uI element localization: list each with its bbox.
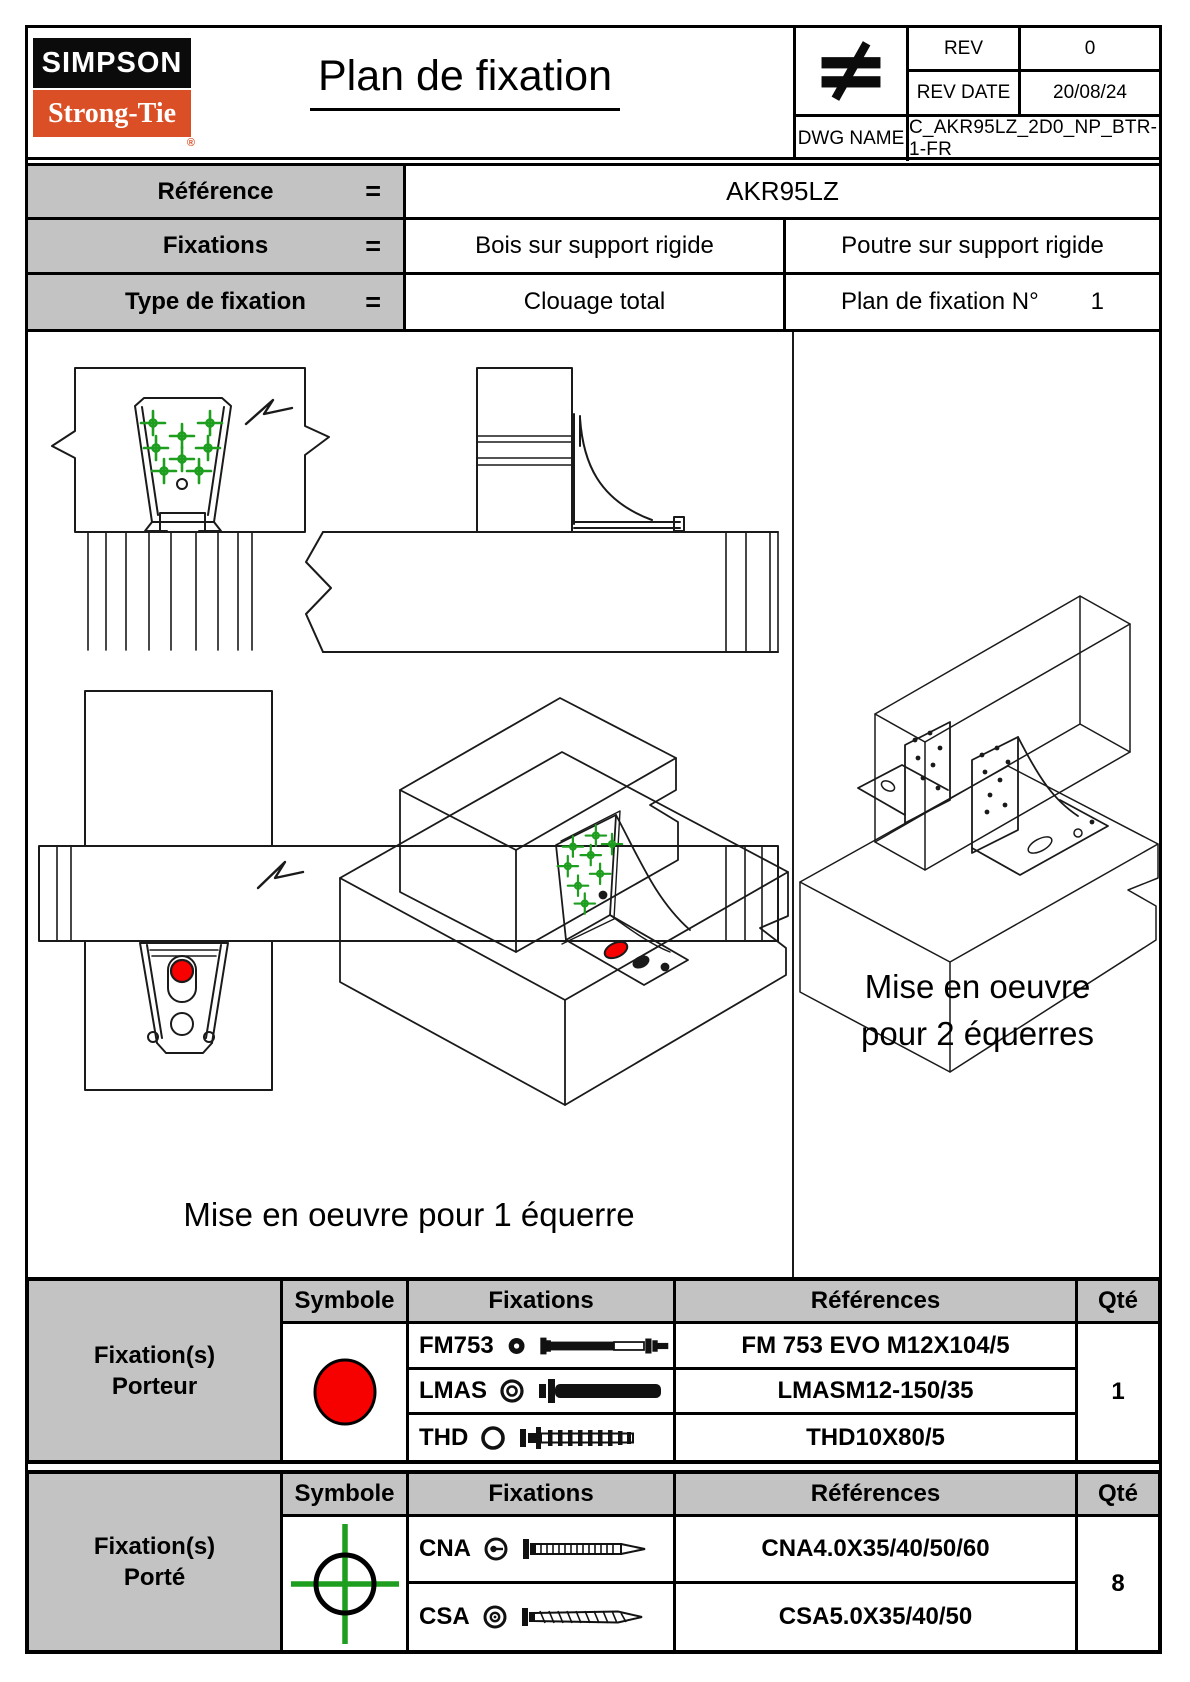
rev-label: REV <box>909 28 1021 72</box>
caption-one-bracket: Mise en oeuvre pour 1 équerre <box>183 1196 635 1233</box>
fixations-value-left: Bois sur support rigide <box>406 220 786 275</box>
logo-strongtie-text: Strong-Tie <box>47 97 177 129</box>
caption-two-brackets-line2: pour 2 équerres <box>861 1015 1094 1052</box>
fixation-table-porte <box>25 1470 1162 1654</box>
group-label-porte <box>29 1474 283 1650</box>
fixation-row-fm753 <box>409 1324 676 1370</box>
header-qty: Qté <box>1078 1474 1158 1517</box>
group-label-line1: Fixation(s) <box>93 1533 216 1560</box>
reference-label-cell <box>28 166 406 220</box>
csa-head-icon <box>482 1604 508 1630</box>
rev-date-value: 20/08/24 <box>1021 72 1159 117</box>
front-view <box>52 368 329 650</box>
header-symbole: Symbole <box>283 1281 409 1324</box>
header-fixations: Fixations <box>409 1474 676 1517</box>
fixation-name: LMAS <box>419 1377 487 1404</box>
thd-screw-icon <box>518 1424 658 1452</box>
side-view <box>306 368 778 652</box>
plan-number-label: Plan de fixation N° <box>840 288 1039 315</box>
page-title-wrap <box>165 52 765 111</box>
caption-two-brackets <box>793 963 1162 1057</box>
porteur-marker-iso <box>602 939 630 962</box>
fixation-row-thd <box>409 1415 676 1460</box>
red-dot-symbol <box>283 1324 409 1460</box>
dwg-name-value: C_AKR95LZ_2D0_NP_BTR-1-FR <box>909 117 1158 160</box>
group-label-line2: Porteur <box>111 1372 198 1400</box>
revision-table <box>793 25 1162 160</box>
lmas-head-icon <box>499 1378 525 1404</box>
fixation-name: THD <box>419 1423 469 1451</box>
technical-drawings <box>25 332 1162 1277</box>
fixation-ref-thd: THD10X80/5 <box>676 1415 1078 1460</box>
plan-number-cell <box>786 275 1159 329</box>
group-label-porteur <box>29 1281 283 1460</box>
reference-value: AKR95LZ <box>406 166 1159 220</box>
fixation-ref-lmas: LMASM12-150/35 <box>676 1370 1078 1415</box>
csa-screw-icon <box>520 1603 652 1631</box>
logo-simpson: SIMPSON <box>33 38 191 88</box>
fixation-ref-cna: CNA4.0X35/40/50/60 <box>676 1517 1078 1584</box>
type-fixation-label-cell <box>28 275 406 329</box>
group-label-line2: Porté <box>123 1564 186 1591</box>
fixations-label-cell <box>28 220 406 275</box>
fixation-row-cna <box>409 1517 676 1584</box>
fixations-value-right: Poutre sur support rigide <box>786 220 1159 275</box>
qty-porte: 8 <box>1111 1569 1125 1597</box>
porteur-marker <box>171 960 193 982</box>
fixation-name: CNA <box>419 1535 471 1562</box>
thd-head-icon <box>480 1425 506 1451</box>
reference-label: Référence <box>157 177 274 205</box>
qty-porteur: 1 <box>1111 1378 1125 1405</box>
equals-sign: = <box>365 230 381 261</box>
green-crosshair-symbol <box>283 1517 409 1650</box>
fixation-name: CSA <box>419 1603 470 1630</box>
rev-date-label: REV DATE <box>909 72 1021 117</box>
lmas-bolt-icon <box>537 1376 669 1406</box>
fixation-ref-fm753: FM 753 EVO M12X104/5 <box>676 1324 1078 1370</box>
fixation-row-csa <box>409 1584 676 1650</box>
plan-number-value: 1 <box>1090 288 1105 315</box>
type-fixation-label: Type de fixation <box>125 288 306 315</box>
info-table <box>25 163 1162 332</box>
header-symbole: Symbole <box>283 1474 409 1517</box>
not-equal-icon <box>796 28 909 117</box>
registered-mark: ® <box>186 137 195 149</box>
cna-head-icon <box>483 1536 509 1562</box>
fixation-table-porteur <box>25 1277 1162 1464</box>
equals-sign: = <box>365 176 381 206</box>
fm753-head-icon <box>506 1334 527 1358</box>
header-references: Références <box>676 1474 1078 1517</box>
header-qty: Qté <box>1078 1281 1158 1324</box>
fixation-row-lmas <box>409 1370 676 1415</box>
header-fixations: Fixations <box>409 1281 676 1324</box>
fixations-label: Fixations <box>162 232 269 259</box>
group-label-line1: Fixation(s) <box>93 1341 216 1369</box>
dwg-name-label: DWG NAME <box>796 117 909 161</box>
plan-view <box>39 691 778 1090</box>
page-title: Plan de fixation <box>310 52 620 111</box>
caption-two-brackets-line1: Mise en oeuvre <box>864 968 1091 1005</box>
rev-value: 0 <box>1021 28 1159 72</box>
type-fixation-value: Clouage total <box>406 275 786 329</box>
fixation-ref-csa: CSA5.0X35/40/50 <box>676 1584 1078 1650</box>
header-references: Références <box>676 1281 1078 1324</box>
iso-view-one-bracket <box>340 698 788 1105</box>
equals-sign: = <box>365 286 381 317</box>
fixation-name: FM753 <box>419 1331 494 1359</box>
cna-nail-icon <box>521 1535 653 1563</box>
fm753-bolt-icon <box>539 1333 673 1359</box>
